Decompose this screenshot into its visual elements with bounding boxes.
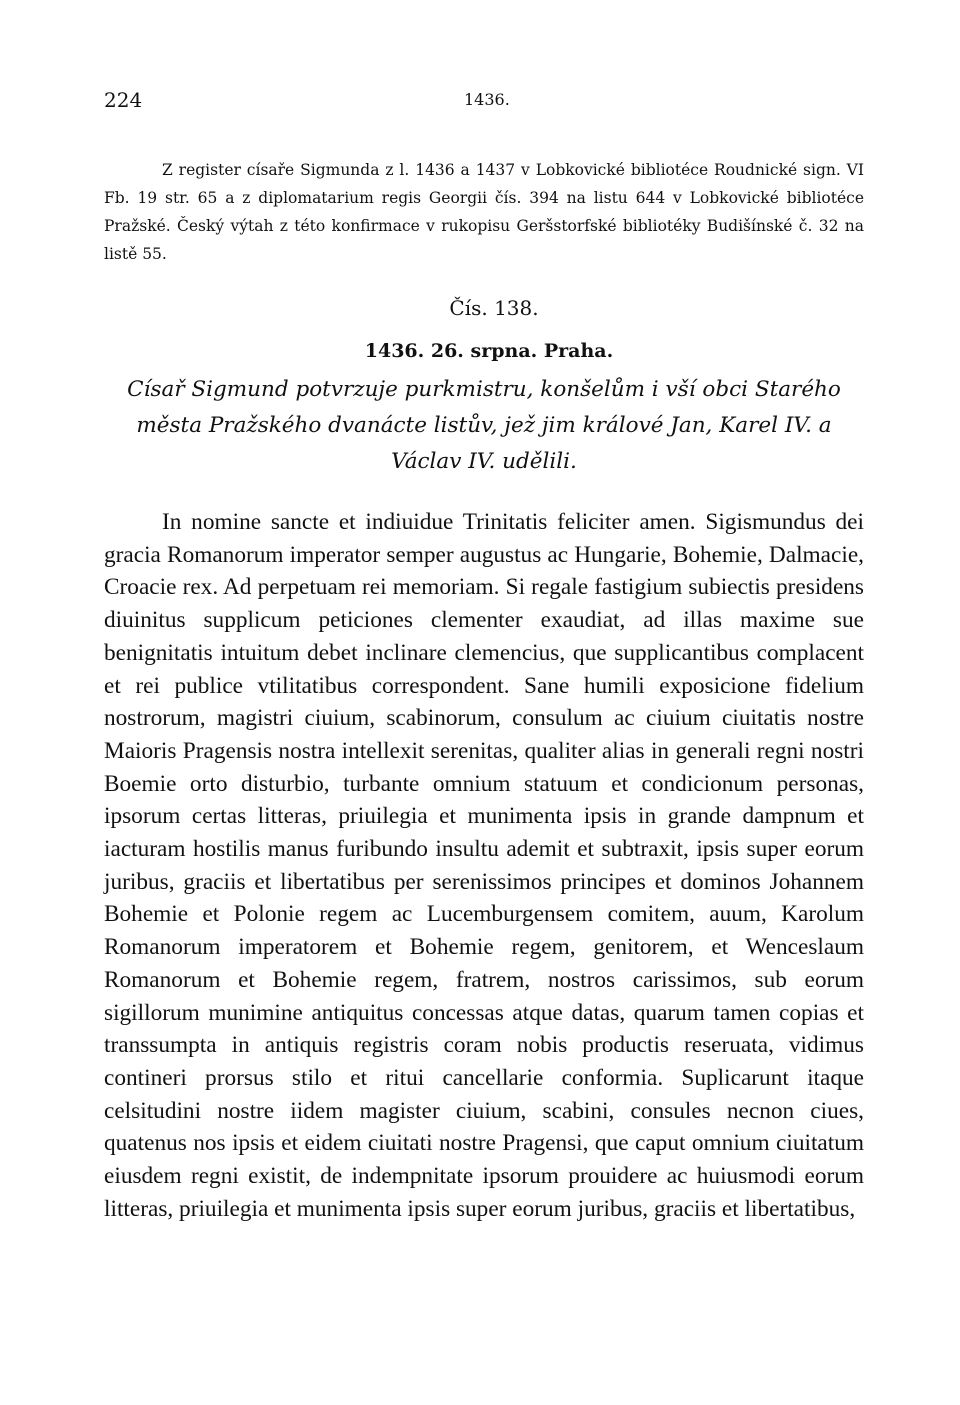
- document-date-place: 1436. 26. srpna. Praha.: [364, 340, 614, 362]
- document-number: Čís. 138.: [449, 296, 539, 320]
- source-note: Z register císaře Sigmunda z l. 1436 a 1437 v Lobkovické bibliotéce Roudnické sign. VI Fb. 19 str. 65 a z diplomatarium regis Georgii čís. 394 na listu 644 v Lobkovické bibliotéce Pražské. Český výtah z této konfirmace v rukopisu Geršstorfské bibliotéky Budišínské č. 32 na listě 55.: [104, 161, 864, 263]
- document-summary: Císař Sigmund potvrzuje purkmistru, konšelům i vší obci Starého města Pražského dvanácte listův, jež jim králové Jan, Karel IV. a Václav IV. udělili.: [127, 377, 841, 474]
- running-head: [104, 88, 864, 114]
- document-body-text: In nomine sancte et indiuidue Trinitatis feliciter amen. Sigismundus dei gracia Romanorum imperator semper augustus ac Hungarie, Bohemie, Dalmacie, Croacie rex. Ad perpetuam rei memoriam. Si regale fastigium subiectis presidens diuinitus supplicum peticiones clementer exaudiat, ad illas maxime sue benignitatis intuitum debet inclinare clemencius, que supplicantibus complacent et rei publice vtilitatibus correspondent. Sane humili exposicione fidelium nostrorum, magistri ciuium, scabinorum, consulum ac ciuium ciuitatis nostre Maioris Pragensis nostra intellexit serenitas, qualiter alias in generali regni nostri Boemie orto disturbio, turbante omnium statuum et condicionum personas, ipsorum certas litteras, priuilegia et munimenta ipsis in grande dampnum et iacturam hostilis manus furibundo insultu ademit et subtraxit, ipsis super eorum juribus, graciis et libertatibus per serenissimos principes et dominos Johannem Bohemie et Polonie regem ac Lucemburgensem comitem, auum, Karolum Romanorum imperatorem et Bohemie regem, genitorem, et Wenceslaum Romanorum et Bohemie regem, fratrem, nostros carissimos, sub eorum sigillorum munimine antiquitus concessas atque datas, quarum tamen copias et transsumpta in antiquis registris coram nobis productis reseruata, vidimus contineri prorsus stilo et ritui cancellarie conformia. Suplicarunt itaque celsitudini nostre iidem magister ciuium, scabini, consules necnon ciues, quatenus nos ipsis et eidem ciuitati nostre Pragensi, que caput omnium ciuitatum eiusdem regni existit, de indempnitate ipsorum prouidere ac huiusmodi eorum litteras, priuilegia et munimenta ipsis super eorum juribus, graciis et libertatibus,: [104, 509, 864, 1222]
- page-number: 224: [104, 88, 143, 112]
- running-head-year: 1436.: [464, 90, 510, 109]
